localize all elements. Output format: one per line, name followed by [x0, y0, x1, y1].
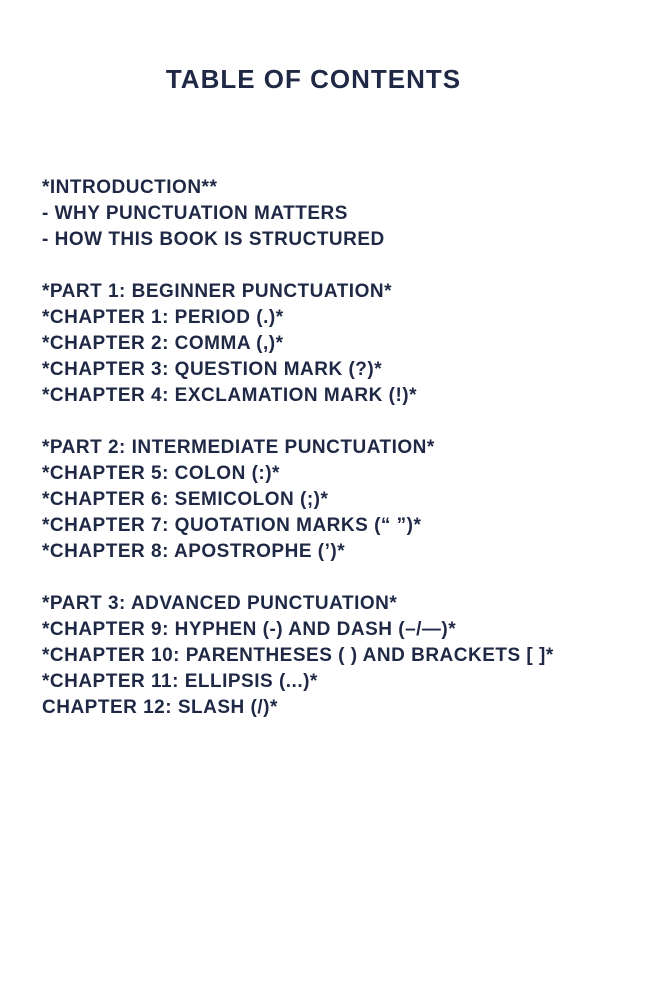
- toc-line: - WHY PUNCTUATION MATTERS: [42, 203, 348, 224]
- toc-line: *CHAPTER 5: COLON (:)*: [42, 463, 280, 484]
- toc-list: [0, 94, 651, 721]
- toc-section: [42, 591, 631, 721]
- toc-line: *CHAPTER 9: HYPHEN (-) AND DASH (–/—)*: [42, 619, 457, 640]
- page-title: TABLE OF CONTENTS: [165, 64, 462, 94]
- toc-line: *CHAPTER 6: SEMICOLON (;)*: [42, 489, 329, 510]
- toc-line: *CHAPTER 11: ELLIPSIS (...)*: [42, 671, 318, 692]
- toc-line: *CHAPTER 8: APOSTROPHE (’)*: [42, 541, 346, 562]
- toc-section: [42, 175, 631, 253]
- toc-line: *CHAPTER 3: QUESTION MARK (?)*: [42, 359, 383, 380]
- toc-line: - HOW THIS BOOK IS STRUCTURED: [42, 229, 385, 250]
- toc-line: *CHAPTER 4: EXCLAMATION MARK (!)*: [42, 385, 418, 406]
- toc-line: *CHAPTER 10: PARENTHESES ( ) AND BRACKETS [ ]*: [42, 645, 554, 666]
- toc-line: *CHAPTER 1: PERIOD (.)*: [42, 307, 284, 328]
- toc-line: *PART 1: BEGINNER PUNCTUATION*: [42, 281, 392, 302]
- toc-section: [42, 435, 631, 565]
- toc-section: [42, 279, 631, 409]
- toc-line: *INTRODUCTION**: [42, 177, 218, 198]
- toc-line: CHAPTER 12: SLASH (/)*: [42, 697, 278, 718]
- toc-line: *CHAPTER 7: QUOTATION MARKS (“ ”)*: [42, 515, 422, 536]
- toc-line: *PART 3: ADVANCED PUNCTUATION*: [42, 593, 398, 614]
- toc-line: *CHAPTER 2: COMMA (,)*: [42, 333, 284, 354]
- toc-line: *PART 2: INTERMEDIATE PUNCTUATION*: [42, 437, 435, 458]
